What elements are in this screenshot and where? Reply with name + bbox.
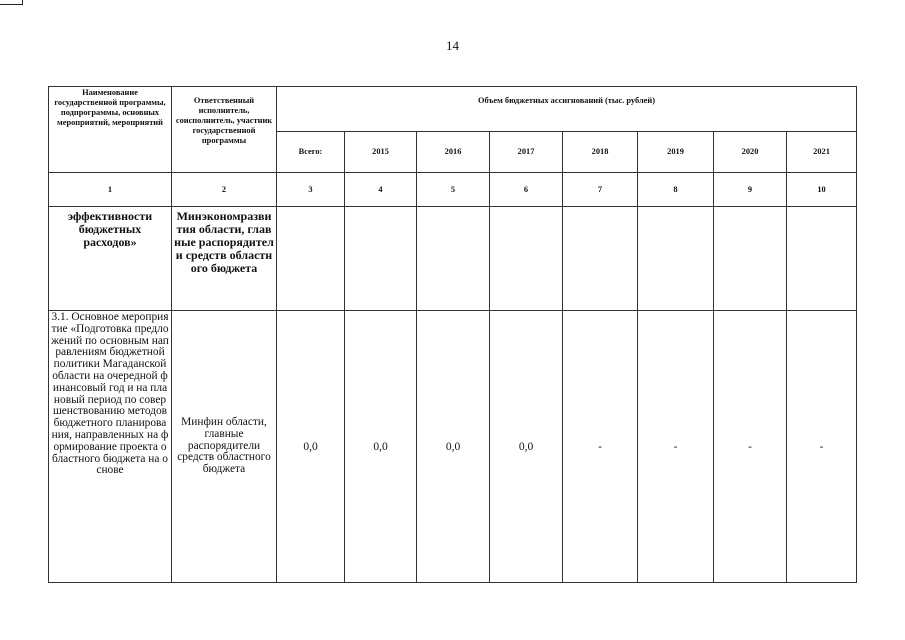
column-number: 2 <box>172 173 277 207</box>
header-year-2018: 2018 <box>563 132 638 173</box>
page-corner-mark <box>0 0 23 5</box>
row-value <box>638 207 714 311</box>
column-number: 6 <box>490 173 563 207</box>
row-value <box>714 207 787 311</box>
header-year-2015: 2015 <box>345 132 417 173</box>
row-name: эффективности бюджетных расходов» <box>49 207 172 311</box>
header-year-2019: 2019 <box>638 132 714 173</box>
row-value: 0,0 <box>277 311 345 583</box>
row-value <box>490 207 563 311</box>
header-row-top <box>49 87 857 132</box>
row-responsible: Минфин области, главные распорядители средств областного бюджета <box>172 311 277 583</box>
column-number: 9 <box>714 173 787 207</box>
page-number: 14 <box>446 38 459 53</box>
row-value <box>417 207 490 311</box>
row-value: 0,0 <box>490 311 563 583</box>
table-row <box>49 207 857 311</box>
row-value: - <box>787 311 857 583</box>
header-responsible: Ответственный исполнитель, соисполнитель, участник государственной программы <box>172 87 277 173</box>
row-value: 0,0 <box>417 311 490 583</box>
column-number: 7 <box>563 173 638 207</box>
header-year-2021: 2021 <box>787 132 857 173</box>
table-row <box>49 311 857 583</box>
column-number: 3 <box>277 173 345 207</box>
budget-table <box>48 86 857 583</box>
row-name: 3.1. Основное мероприятие «Подготовка предложений по основным направлениям бюджетной политики Магаданской области на очередной финансовый год и на плановый период по совершенствованию методов бюджетного планирования, направленных на формирование проекта областного бюджета на основе <box>49 311 172 583</box>
row-value: 0,0 <box>345 311 417 583</box>
column-numbers-row <box>49 173 857 207</box>
header-total: Всего: <box>277 132 345 173</box>
row-value <box>345 207 417 311</box>
header-year-2017: 2017 <box>490 132 563 173</box>
header-year-2016: 2016 <box>417 132 490 173</box>
row-value <box>787 207 857 311</box>
column-number: 1 <box>49 173 172 207</box>
header-program-name: Наименование государственной программы, подпрограммы, основных мероприятий, мероприятий <box>49 87 172 173</box>
header-budget-volume: Объем бюджетных ассигнований (тыс. рублей) <box>277 87 857 132</box>
row-responsible: Минэкономразвития области, главные распорядители средств областного бюджета <box>172 207 277 311</box>
column-number: 8 <box>638 173 714 207</box>
column-number: 5 <box>417 173 490 207</box>
row-value: - <box>563 311 638 583</box>
row-value <box>277 207 345 311</box>
column-number: 4 <box>345 173 417 207</box>
column-number: 10 <box>787 173 857 207</box>
row-value <box>563 207 638 311</box>
header-year-2020: 2020 <box>714 132 787 173</box>
row-value: - <box>638 311 714 583</box>
row-value: - <box>714 311 787 583</box>
